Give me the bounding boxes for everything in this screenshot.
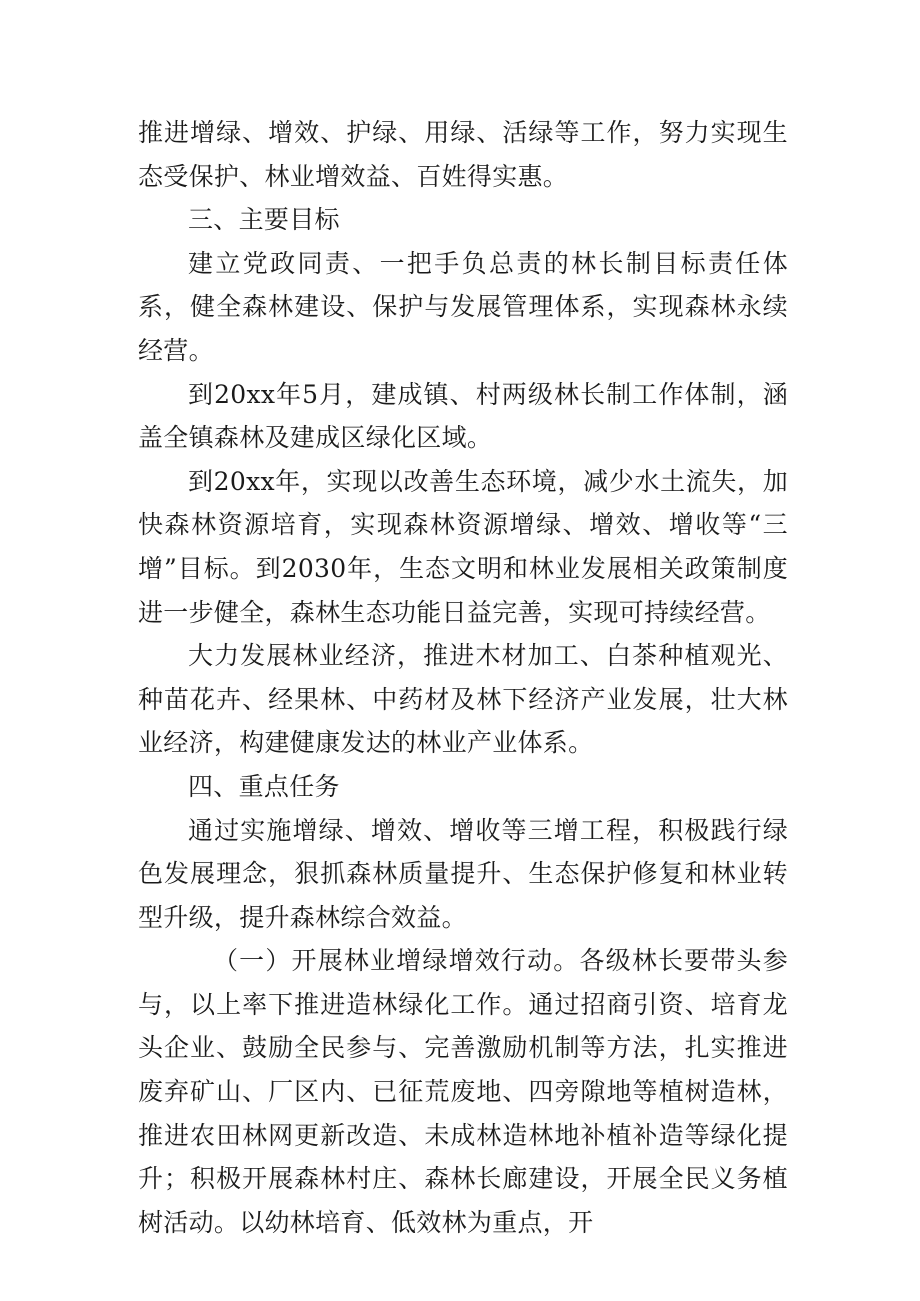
- paragraph-greening-action: （一）开展林业增绿增效行动。各级林长要带头参与，以上率下推进造林绿化工作。通过招商引资、培育龙头企业、鼓励全民参与、完善激励机制等方法，扎实推进废弃矿山、厂区内、已征荒废地、四旁隙地等植树造林，推进农田林网更新改造、未成林造林地补植补造等绿化提升；积极开展森林村庄、森林长廊建设，开展全民义务植树活动。以幼林培育、低效林为重点，开: [138, 946, 788, 1237]
- paragraph-responsibility-system: 建立党政同责、一把手负总责的林长制目标责任体系，健全森林建设、保护与发展管理体系，实现森林永续经营。: [138, 248, 788, 365]
- paragraph-forestry-economy: 大力发展林业经济，推进木材加工、白茶种植观光、种苗花卉、经果林、中药材及林下经济产业发展，壮大林业经济，构建健康发达的林业产业体系。: [138, 641, 788, 758]
- paragraph-three-increase-target: 到20xx年，实现以改善生态环境，减少水土流失，加快森林资源培育，实现森林资源增绿、增效、增收等“三增”目标。到2030年，生态文明和林业发展相关政策制度进一步健全，森林生态功能日益完善，实现可持续经营。: [138, 466, 788, 627]
- document-body: [138, 111, 788, 1244]
- section-heading-main-goals: 三、主要目标: [188, 205, 340, 235]
- paragraph-may-target: 到20xx年5月，建成镇、村两级林长制工作体制，涵盖全镇森林及建成区绿化区域。: [138, 379, 788, 453]
- paragraph-three-increase-project: 通过实施增绿、增效、增收等三增工程，积极践行绿色发展理念，狠抓森林质量提升、生态保护修复和林业转型升级，提升森林综合效益。: [138, 815, 788, 932]
- section-heading-key-tasks: 四、重点任务: [188, 771, 340, 801]
- paragraph-continuation: 推进增绿、增效、护绿、用绿、活绿等工作，努力实现生态受保护、林业增效益、百姓得实惠。: [138, 118, 788, 191]
